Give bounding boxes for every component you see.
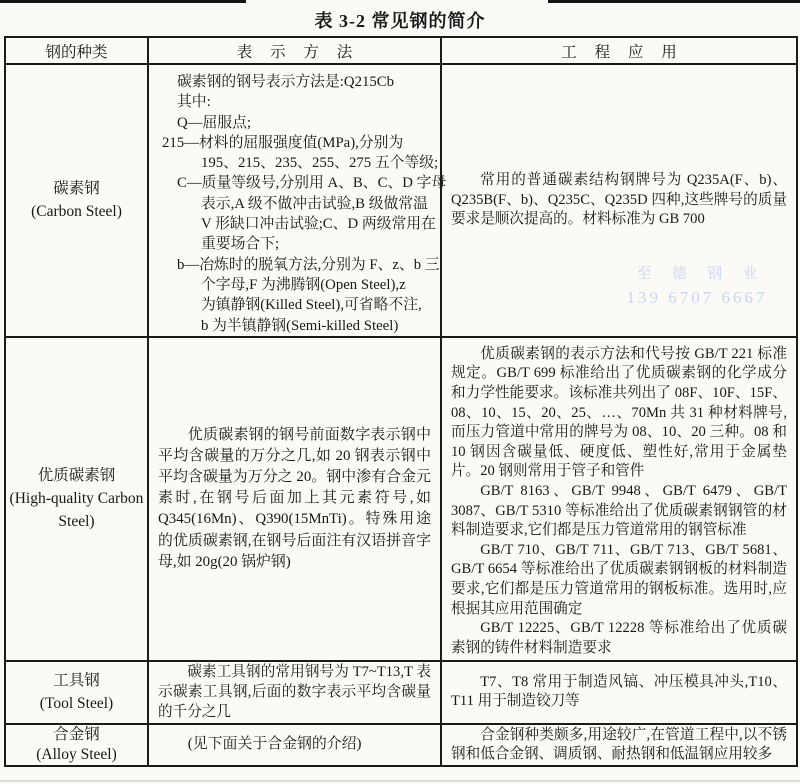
method-cell-carbon-steel [148, 64, 447, 337]
method-line: 195、215、235、255、275 五个等级; [201, 155, 439, 172]
application-cell-high-quality-carbon-steel [441, 337, 797, 661]
method-cell-alloy-steel [148, 724, 441, 766]
steel-type-cn: 合金钢 [53, 725, 100, 743]
method-cell-high-quality-carbon-steel [148, 337, 441, 661]
steel-intro-table [4, 36, 798, 767]
header-steel-type: 钢的种类 [5, 37, 148, 64]
application-paragraph: 常用的普通碳素结构钢牌号为 Q235A(F、b)、Q235B(F、b)、Q235C、Q235D 四种,这些牌号的质量要求是顺次提高的。材料标准为 GB 700 [451, 172, 787, 228]
table-row-tool-steel [5, 661, 797, 724]
steel-type-en: (Alloy Steel) [36, 745, 117, 763]
type-cell-high-quality-carbon-steel [5, 337, 148, 661]
watermark-phone-number: 139 6707 6667 [626, 287, 768, 307]
method-cell-tool-steel [148, 661, 441, 724]
table-title: 表 3-2 常见钢的简介 [314, 11, 486, 31]
watermark [590, 265, 800, 307]
watermark-company-name: 至 德 钢 业 [636, 266, 766, 282]
page-top-rule-left [0, 0, 246, 3]
application-paragraph: GB/T 710、GB/T 711、GB/T 713、GB/T 5681、GB/T 6654 等标准给出了优质碳素钢钢板的材料制造要求,它们都是压力管道常用的钢板标准。选用时,应根据其应用范围确定 [451, 541, 787, 617]
header-representation-method: 表 示 方 法 [148, 37, 441, 64]
method-line: 其中: [177, 94, 211, 111]
method-line: 为镇静钢(Killed Steel),可省略不注, [201, 297, 422, 314]
table-row-carbon-steel [5, 64, 797, 337]
method-line: 个字母,F 为沸腾钢(Open Steel),z [201, 276, 406, 293]
application-paragraph: 优质碳素钢的表示方法和代号按 GB/T 221 标准规定。GB/T 699 标准给出了优质碳素钢的化学成分和力学性能要求。该标准共列出了 08F、10F、15F、08、10、15、20、25、…、70Mn 共 31 种材料牌号,而压力管道中常用的牌号为 08、10、20 三种。08 和 10 钢因含碳量低、硬度低、塑性好,常用于金属垫片。20 钢则常用于管子和管件 [451, 345, 787, 480]
type-cell-alloy-steel [5, 724, 148, 766]
application-paragraph: GB/T 8163、GB/T 9948、GB/T 6479、GB/T 3087、GB/T 5310 等标准给出了优质碳素钢钢管的材料制造要求,它们都是压力管道常用的钢管标准 [451, 483, 787, 539]
method-line: b 为半镇静钢(Semi-killed Steel) [201, 317, 399, 334]
method-line: 表示,A 级不做冲击试验,B 级做常温 [201, 195, 428, 212]
method-paragraph: 碳素工具钢的常用钢号为 T7~T13,T 表示碳素工具钢,后面的数字表示平均含碳量的千分之几 [158, 664, 431, 721]
method-line: Q—屈服点; [177, 114, 251, 131]
steel-type-cn: 工具钢 [53, 672, 100, 690]
page-top-rule-right [548, 0, 800, 3]
method-paragraph: 优质碳素钢的钢号前面数字表示钢中平均含碳量的万分之几,如 20 钢表示钢中平均含碳量为万分之 20。钢中渗有合金元素时,在钢号后面加上其元素符号,如 Q345(16Mn)、Q390(15MnTi)。特殊用途的优质碳素钢,在钢号后面注有汉语拼音字母,如 20g(20 锅炉钢) [158, 426, 431, 570]
application-cell-carbon-steel [441, 64, 797, 337]
steel-type-en: (Tool Steel) [39, 695, 114, 713]
page-bottom-edge [0, 780, 800, 782]
method-line: 重要场合下; [201, 236, 280, 253]
table-row-high-quality-carbon-steel [5, 337, 797, 661]
table-row-alloy-steel [5, 724, 797, 766]
method-line: 215—材料的屈服强度值(MPa),分别为 [162, 134, 404, 151]
table-header-row [5, 37, 797, 64]
header-engineering-application: 工 程 应 用 [441, 37, 797, 64]
type-cell-carbon-steel [5, 64, 148, 337]
steel-type-cn: 优质碳素钢 [37, 467, 116, 485]
method-paragraph: (见下面关于合金钢的介绍) [187, 736, 362, 753]
method-line: V 形缺口冲击试验;C、D 两级常用在 [201, 216, 436, 233]
steel-type-en: (Carbon Steel) [31, 203, 122, 221]
application-paragraph: 合金钢种类颇多,用途较广,在管道工程中,以不锈钢和低合金钢、调质钢、耐热钢和低温钢应用较多 [451, 726, 787, 762]
application-paragraph: GB/T 12225、GB/T 12228 等标准给出了优质碳素钢的铸件材料制造要求 [451, 620, 787, 656]
type-cell-tool-steel [5, 661, 148, 724]
application-cell-tool-steel [441, 661, 797, 724]
method-line: C—质量等级号,分别用 A、B、C、D 字母 [177, 175, 447, 192]
steel-type-en: (High-quality Carbon Steel) [9, 490, 144, 531]
method-line: b—冶炼时的脱氧方法,分别为 F、z、b 三 [177, 256, 440, 273]
steel-type-cn: 碳素钢 [53, 180, 100, 198]
application-paragraph: T7、T8 常用于制造风镐、冲压模具冲头,T10、T11 用于制造铰刀等 [451, 673, 787, 710]
application-cell-alloy-steel [441, 724, 797, 766]
method-line: 碳素钢的钢号表示方法是:Q215Cb [177, 74, 395, 90]
